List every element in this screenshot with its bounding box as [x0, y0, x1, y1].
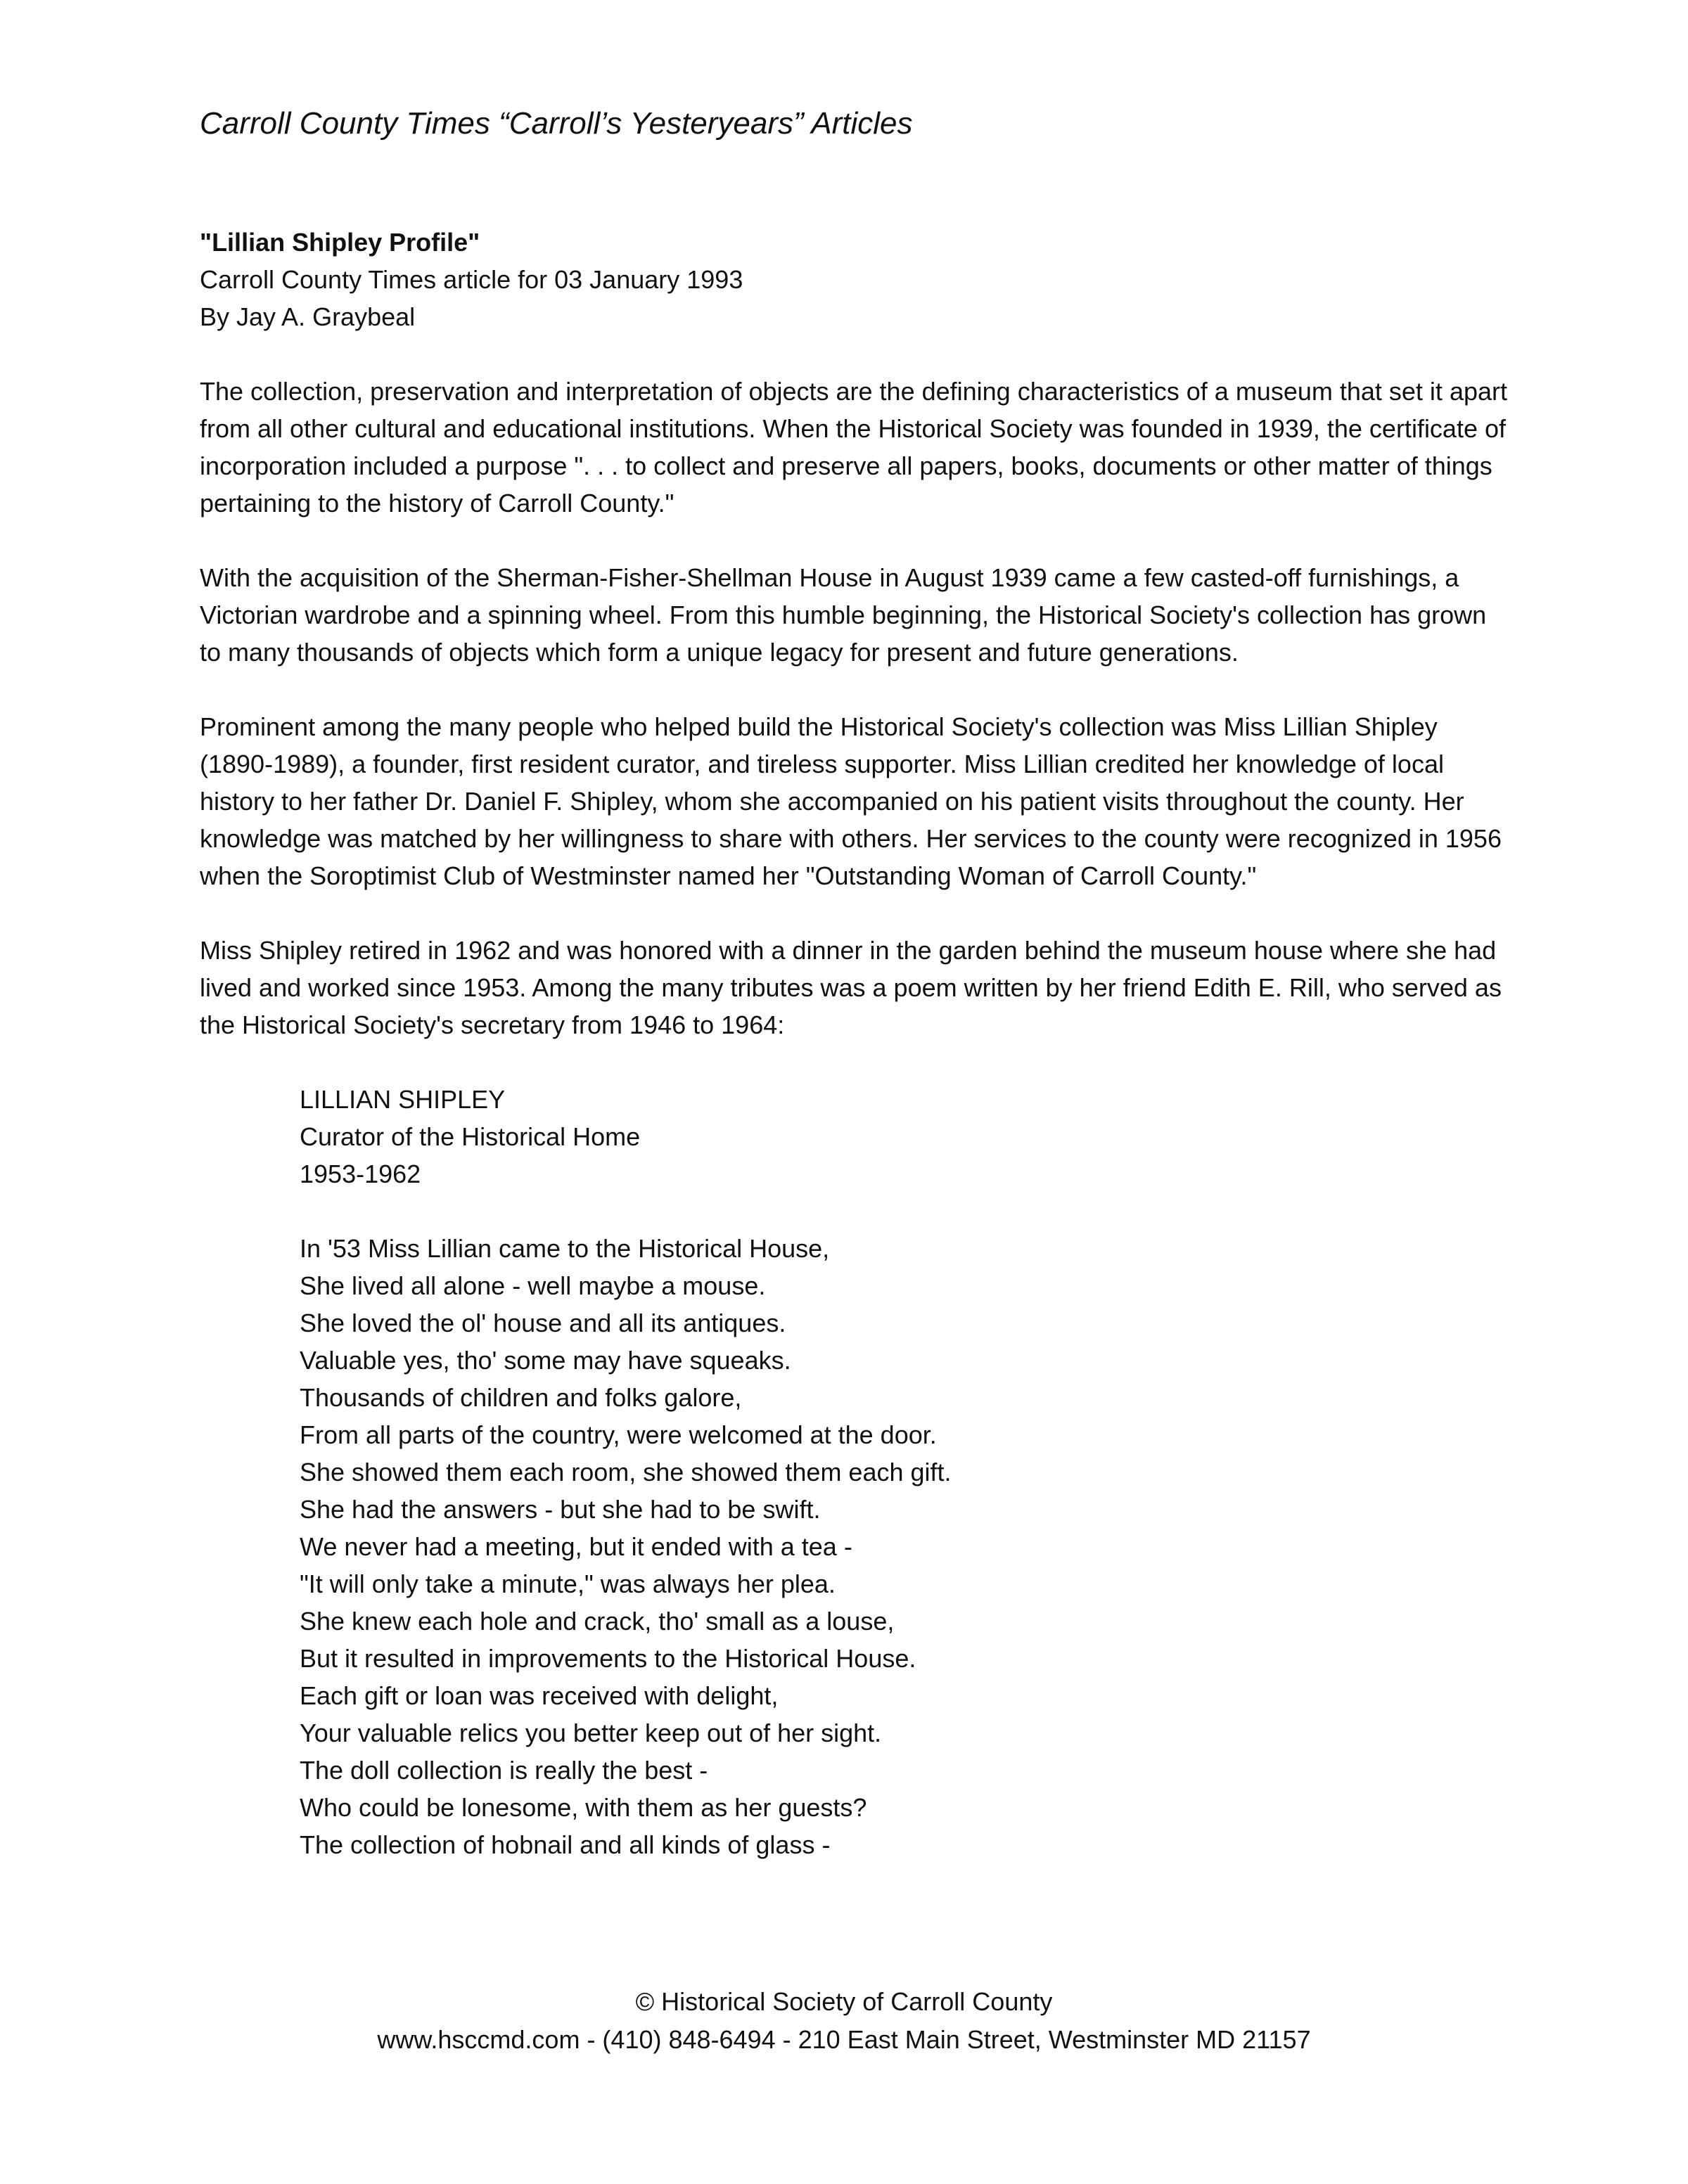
- poem-line: She knew each hole and crack, tho' small as a louse,: [300, 1607, 895, 1636]
- poem-line: She showed them each room, she showed them each gift.: [300, 1458, 952, 1486]
- poem-subtitle: Curator of the Historical Home: [300, 1122, 641, 1151]
- poem-line: She had the answers - but she had to be swift.: [300, 1495, 821, 1524]
- poem-line: The collection of hobnail and all kinds of glass -: [300, 1830, 831, 1859]
- poem-line: The doll collection is really the best -: [300, 1756, 708, 1785]
- poem-line: In '53 Miss Lillian came to the Historical House,: [300, 1234, 830, 1263]
- article-paragraph: Prominent among the many people who helped build the Historical Society's collection was Miss Lillian Shipley (1890-1989), a founder, first resident curator, and tireless supporter. Miss Lillian credited her knowledge of local history to her father Dr. Daniel F. Shipley, whom she accompanied on his patient visits throughout the county. Her knowledge was matched by her willingness to share with others. Her services to the county were recognized in 1956 when the Soroptimist Club of Westminster named her "Outstanding Woman of Carroll County.": [200, 712, 1502, 890]
- poem-line: But it resulted in improvements to the Historical House.: [300, 1644, 916, 1673]
- poem-line: Your valuable relics you better keep out of her sight.: [300, 1719, 882, 1747]
- poem-heading: [300, 1081, 1508, 1193]
- poem-line: Each gift or loan was received with delight,: [300, 1681, 779, 1710]
- poem-line: From all parts of the country, were welcomed at the door.: [300, 1420, 937, 1449]
- poem-line: She lived all alone - well maybe a mouse.: [300, 1271, 766, 1300]
- article-body: [200, 224, 1508, 1863]
- series-header: Carroll County Times “Carroll’s Yesteryears” Articles: [200, 106, 913, 141]
- poem: [300, 1081, 1508, 1863]
- poem-line: Who could be lonesome, with them as her guests?: [300, 1793, 867, 1822]
- article-byline: By Jay A. Graybeal: [200, 302, 416, 331]
- poem-line: We never had a meeting, but it ended with a tea -: [300, 1532, 852, 1561]
- page-footer: [0, 1983, 1688, 2059]
- article-paragraph: Miss Shipley retired in 1962 and was honored with a dinner in the garden behind the museum house where she had lived and worked since 1953. Among the many tributes was a poem written by her friend Edith E. Rill, who served as the Historical Society's secretary from 1946 to 1964:: [200, 936, 1502, 1039]
- article-paragraph: With the acquisition of the Sherman-Fisher-Shellman House in August 1939 came a few casted-off furnishings, a Victorian wardrobe and a spinning wheel. From this humble beginning, the Historical Society's collection has grown to many thousands of objects which form a unique legacy for present and future generations.: [200, 563, 1487, 667]
- article-title: "Lillian Shipley Profile": [200, 228, 480, 257]
- article-dateline: Carroll County Times article for 03 January 1993: [200, 265, 743, 294]
- footer-contact: www.hsccmd.com - (410) 848-6494 - 210 East Main Street, Westminster MD 21157: [377, 2025, 1311, 2054]
- poem-line: "It will only take a minute," was always her plea.: [300, 1569, 836, 1598]
- article-paragraph: The collection, preservation and interpretation of objects are the defining characteristics of a museum that set it apart from all other cultural and educational institutions. When the Historical Society was founded in 1939, the certificate of incorporation included a purpose ". . . to collect and preserve all papers, books, documents or other matter of things pertaining to the history of Carroll County.": [200, 377, 1507, 518]
- poem-line: She loved the ol' house and all its antiques.: [300, 1309, 786, 1337]
- footer-copyright: © Historical Society of Carroll County: [635, 1987, 1053, 2016]
- poem-line: Thousands of children and folks galore,: [300, 1383, 742, 1412]
- poem-years: 1953-1962: [300, 1160, 421, 1188]
- poem-line: Valuable yes, tho' some may have squeaks.: [300, 1346, 791, 1375]
- poem-title: LILLIAN SHIPLEY: [300, 1085, 506, 1114]
